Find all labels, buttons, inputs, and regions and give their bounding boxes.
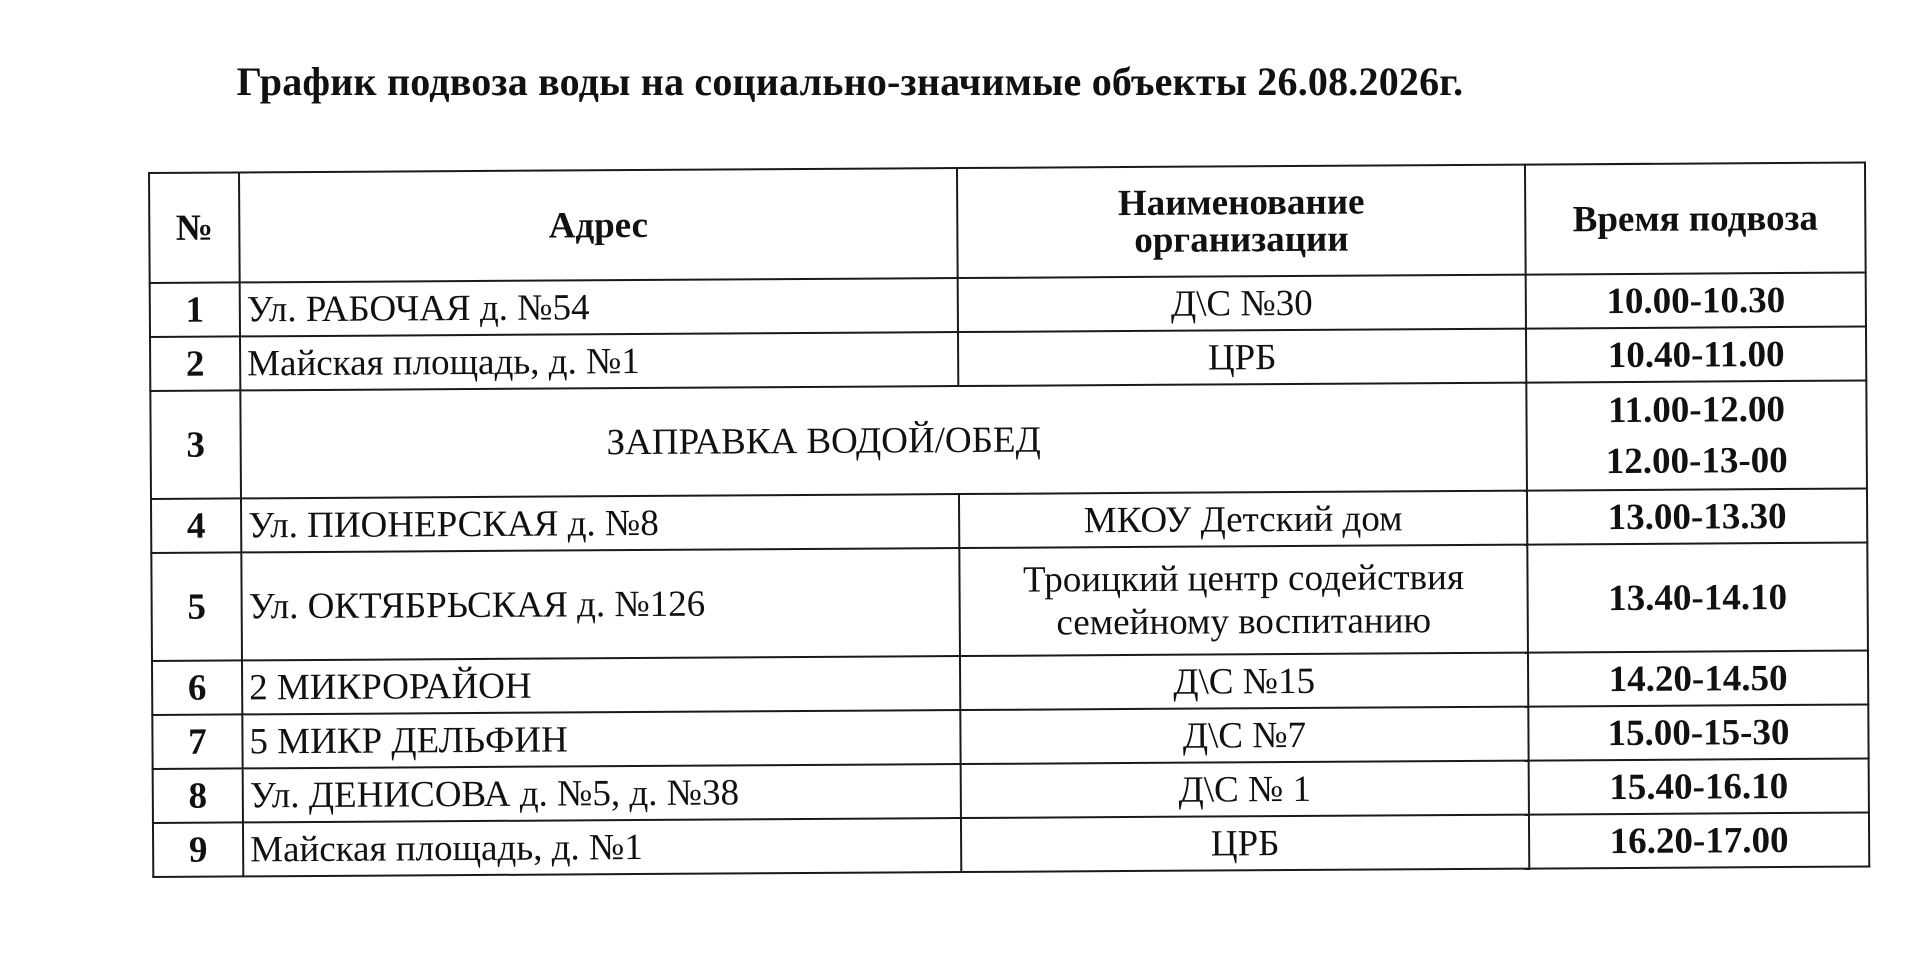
row-number: 2 <box>150 336 240 391</box>
row-number: 3 <box>150 390 241 499</box>
row-merged-text: ЗАПРАВКА ВОДОЙ/ОБЕД <box>240 383 1527 499</box>
row-address: Ул. ОКТЯБРЬСКАЯ д. №126 <box>241 548 960 660</box>
row-time: 13.00-13.30 <box>1527 489 1867 545</box>
row-number: 7 <box>152 714 242 769</box>
row-address: Майская площадь, д. №1 <box>243 818 961 876</box>
row-number: 1 <box>150 282 240 337</box>
header-address: Адрес <box>239 168 958 282</box>
header-organization <box>957 165 1526 278</box>
schedule-table-wrapper <box>148 162 1870 878</box>
row-address: Ул. ПИОНЕРСКАЯ д. №8 <box>241 494 959 552</box>
row-time <box>1526 381 1867 491</box>
row-organization: МКОУ Детский дом <box>959 491 1527 548</box>
row-time: 14.20-14.50 <box>1528 651 1868 707</box>
row-number: 6 <box>152 660 242 715</box>
header-organization-line2: организации <box>1134 218 1349 261</box>
row-time: 15.40-16.10 <box>1529 759 1869 815</box>
row-time: 16.20-17.00 <box>1529 812 1869 868</box>
row-organization: Д\С №15 <box>960 653 1528 710</box>
row-address: 2 МИКРОРАЙОН <box>242 656 960 714</box>
row-organization: Д\С №30 <box>958 275 1526 332</box>
row-time: 10.40-11.00 <box>1526 327 1866 383</box>
row-organization: Д\С №7 <box>960 707 1528 764</box>
row-organization: Д\С № 1 <box>961 761 1529 818</box>
row-address: Ул. ДЕНИСОВА д. №5, д. №38 <box>243 764 961 822</box>
header-number: № <box>149 172 240 283</box>
table-row <box>151 543 1868 661</box>
row-organization <box>959 545 1528 656</box>
row-address: Ул. РАБОЧАЯ д. №54 <box>240 278 958 336</box>
row-time: 13.40-14.10 <box>1527 543 1868 653</box>
row-time: 15.00-15-30 <box>1528 705 1868 761</box>
row-organization: ЦРБ <box>961 815 1529 872</box>
row-time: 10.00-10.30 <box>1526 273 1866 329</box>
row-number: 8 <box>153 768 243 823</box>
row-organization-line1: Троицкий центр содействия <box>1022 556 1465 601</box>
table-row <box>150 381 1867 499</box>
table-row <box>153 812 1869 876</box>
header-delivery-time: Время подвоза <box>1525 163 1866 275</box>
header-organization-line1: Наименование <box>1117 181 1365 225</box>
row-address: 5 МИКР ДЕЛЬФИН <box>242 710 960 768</box>
schedule-table <box>148 162 1870 878</box>
row-time-second: 12.00-13-00 <box>1605 439 1788 483</box>
row-organization: ЦРБ <box>958 329 1526 386</box>
row-number: 5 <box>151 552 242 661</box>
row-number: 4 <box>151 498 241 553</box>
document-title: График подвоза воды на социально-значимые объекты 26.08.2026г. <box>236 59 1464 104</box>
row-number: 9 <box>153 822 243 877</box>
table-header-row <box>149 163 1866 283</box>
row-organization-line2: семейному воспитанию <box>1056 600 1432 644</box>
row-address: Майская площадь, д. №1 <box>240 332 958 390</box>
row-time-first: 11.00-12.00 <box>1607 389 1785 432</box>
